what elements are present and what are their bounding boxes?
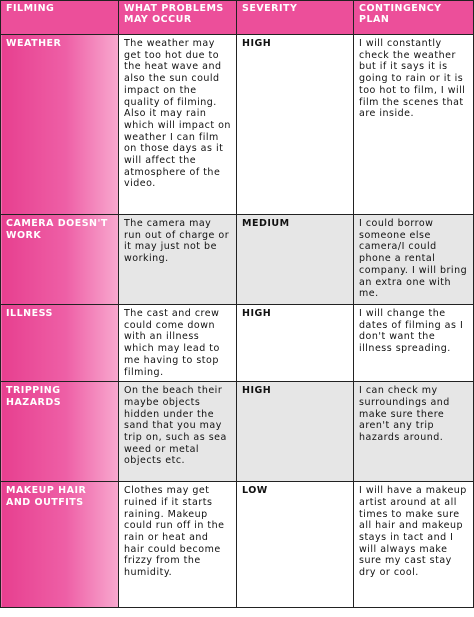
severity-cell: HIGH [237,382,354,482]
plan-cell: I could borrow someone else camera/I could phone a rental company. I will bring an extra one with me. [354,215,474,305]
problem-cell: The camera may run out of charge or it may just not be working. [119,215,237,305]
problem-cell: On the beach their maybe objects hidden under the sand that you may trip on, such as sea weed or metal objects etc. [119,382,237,482]
severity-cell: LOW [237,482,354,608]
severity-cell: MEDIUM [237,215,354,305]
header-filming: FILMING [1,1,119,35]
risk-label: TRIPPING HAZARDS [1,382,119,482]
risk-label: WEATHER [1,35,119,215]
table-row [1,305,474,382]
risk-label: ILLNESS [1,305,119,382]
problem-cell: The cast and crew could come down with an illness which may lead to me having to stop filming. [119,305,237,382]
plan-cell: I will have a makeup artist around at all times to make sure all hair and makeup stays in tact and I will always make sure my cast stay dry or cool. [354,482,474,608]
header-problems: WHAT PROBLEMS MAY OCCUR [119,1,237,35]
table-row [1,382,474,482]
risk-label: CAMERA DOESN'T WORK [1,215,119,305]
plan-cell: I will constantly check the weather but if it says it is going to rain or it is too hot to film, I will film the scenes that are inside. [354,35,474,215]
table-row [1,482,474,608]
header-contingency-plan: CONTINGENCY PLAN [354,1,474,35]
severity-cell: HIGH [237,305,354,382]
severity-cell: HIGH [237,35,354,215]
plan-cell: I can check my surroundings and make sure there aren't any trip hazards around. [354,382,474,482]
risk-label: MAKEUP HAIR AND OUTFITS [1,482,119,608]
problem-cell: The weather may get too hot due to the heat wave and also the sun could impact on the quality of filming. Also it may rain which will impact on weather I can film on those days as it will affect the atmosphere of the video. [119,35,237,215]
table-row [1,215,474,305]
problem-cell: Clothes may get ruined if it starts raining. Makeup could run off in the rain or heat and hair could become frizzy from the humidity. [119,482,237,608]
plan-cell: I will change the dates of filming as I don't want the illness spreading. [354,305,474,382]
table-row [1,35,474,215]
header-row [1,1,474,35]
header-severity: SEVERITY [237,1,354,35]
